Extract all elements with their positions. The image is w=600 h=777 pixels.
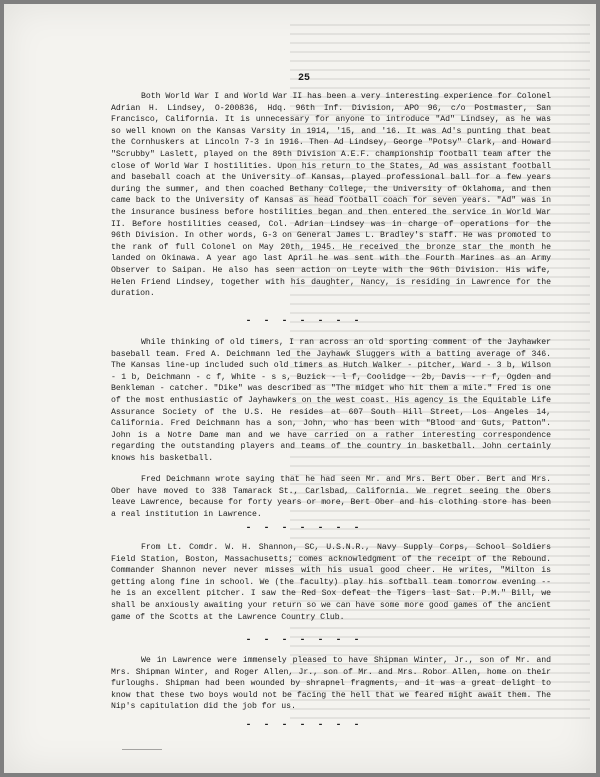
document-page (4, 4, 596, 773)
paragraph-ober (111, 474, 551, 520)
paragraph-winter-allen (111, 655, 551, 713)
paragraph-lindsey (111, 91, 551, 300)
ink-smudge (122, 749, 162, 750)
section-separator-3: - - - - - - - (245, 635, 363, 646)
paragraph-shannon-text: From Lt. Comdr. W. H. Shannon, SC, U.S.N.R., Navy Supply Corps, School Soldiers Field Station, Boston, Massachusetts; comes acknowledgment of the receipt of the Rebound. Commander Shannon never never misses with his usual good cheer. He writes, "Milton is getting along fine in school. We (the faculty) play his softball team tomorrow evening -- he is an excellent pitcher. I saw the Red Sox defeat the Tigers last Sat. P.M." Bill, we shall be anxiously awaiting your return so we can have some more good games of the ancient game of the Scotts at the Lawrence Country Club. (111, 543, 551, 622)
paragraph-lindsey-text: Both World War I and World War II has been a very interesting experience for Colonel Adrian H. Lindsey, O-200836, Hdq. 96th Inf. Division, APO 96, c/o Postmaster, San Francisco, California. It is unnecessary for anyone to introduce "Ad" Lindsey, as he was so well known on the Kansas Varsity in 1914, '15, and '16. It was Ad's punting that beat the Cornhuskers at Lincoln 7-3 in 1916. Then Ad Lindsey, George "Potsy" Clark, and Howard "Scrubby" Laslett, played on the 89th Division A.E.F. championship football team after the close of World War I hostilities. Upon his return to the States, Ad was assistant football and baseball coach at the University of Kansas, played professional ball for a few years during the summer, and then coached Bethany College, the University of Oklahoma, and then came back to the University of Kansas as head football coach for seven years. "Ad" was in the insurance business before hostilities began and then entered the service in World War II. Before hostilities ceased, Col. Adrian Lindsey was in charge of operations for the 96th Division. In other words, G-3 on General James L. Bradley's staff. He was promoted to the rank of full Colonel on May 20th, 1945. He received the bronze star the month he landed on Okinawa. A year ago last April he was sent with the Fourth Marines as an Army Observer to Saipan. He also has seen action on Leyte with the 96th Division. His wife, Helen Friend Lindsey, together with his daughter, Nancy, is residing in Lawrence for the duration. (111, 92, 551, 299)
paragraph-winter-allen-text: We in Lawrence were immensely pleased to have Shipman Winter, Jr., son of Mr. and Mrs. Shipman Winter, and Roger Allen, Jr., son of Mr. and Mrs. Robor Allen, home on their furloughs. Shipman had been wounded by shrapnel fragments, and it was a great delight to know that these two boys would not be facing the hell that we feared might await them. The Nip's capitulation did the job for us. (111, 656, 551, 712)
paragraph-deichmann-text: While thinking of old timers, I ran across an old sporting comment of the Jayhawker baseball team. Fred A. Deichmann led the Jayhawk Sluggers with a batting average of 346. The Kansas line-up included such old timers as Hutch Walker - pitcher, Ward - 3 b, Wilson - 1 b, Deichmann - c f, White - s s, Buzick - l f, Coolidge - 2b, Davis - r f, Ogden and Benkleman - catcher. "Dike" was described as "The midget who hit them a mile." Fred is one of the most enthusiastic of Jayhawkers on the west coast. His agency is the Equitable Life Assurance Society of the U.S. He resides at 607 South Hill Street, Los Angeles 14, California. Fred Deichmann has a son, John, who has been with "Blood and Guts, Patton". John is a Notre Dame man and we have carried on a rather interesting correspondence regarding the outstanding players and teams of the country in basketball. John certainly knows his basketball. (111, 338, 551, 463)
section-separator-1: - - - - - - - (245, 316, 363, 327)
paragraph-deichmann (111, 337, 551, 465)
paragraph-ober-text: Fred Deichmann wrote saying that he had seen Mr. and Mrs. Bert Ober. Bert and Mrs. Ober have moved to 338 Tamarack St., Carlsbad, California. We regret seeing the Obers leave Lawrence, because for forty years or more, Bert Ober and his clothing store has been a real institution in Lawrence. (111, 475, 551, 519)
page-number: 25 (297, 73, 310, 84)
section-separator-4: - - - - - - - (245, 720, 363, 731)
paragraph-shannon (111, 542, 551, 623)
section-separator-2: - - - - - - - (245, 523, 363, 534)
